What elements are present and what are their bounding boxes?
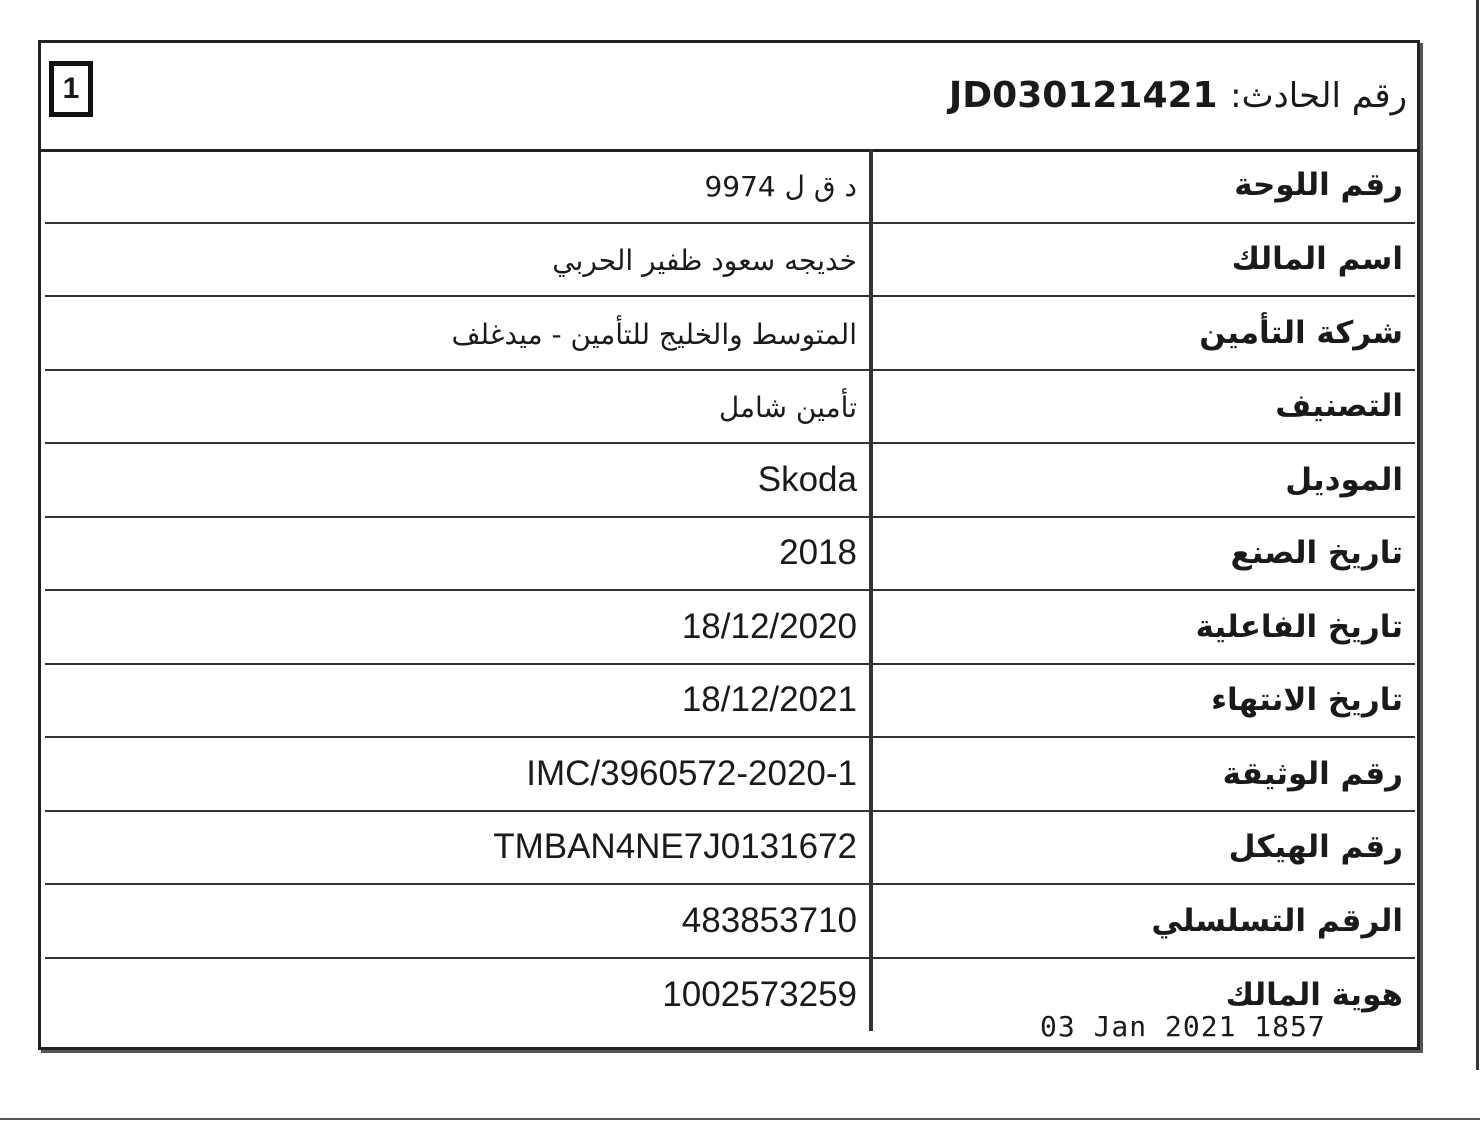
table-row bbox=[45, 517, 1415, 591]
page-right-rule bbox=[1476, 0, 1479, 1070]
effective-date-label: تاريخ الفاعلية bbox=[871, 590, 1415, 664]
model-label: الموديل bbox=[871, 443, 1415, 517]
policy-number-label: رقم الوثيقة bbox=[871, 737, 1415, 811]
print-timestamp: 03 Jan 2021 1857 bbox=[1040, 1010, 1326, 1043]
table-row bbox=[45, 811, 1415, 885]
incident-number-line bbox=[949, 71, 1407, 121]
table-row bbox=[45, 223, 1415, 297]
plate-number-label: رقم اللوحة bbox=[871, 149, 1415, 223]
chassis-number-value: TMBAN4NE7J0131672 bbox=[45, 811, 871, 885]
expiry-date-value: 18/12/2021 bbox=[45, 664, 871, 738]
classification-value: تأمين شامل bbox=[45, 370, 871, 444]
owner-id-value: 1002573259 bbox=[45, 958, 871, 1032]
effective-date-value: 18/12/2020 bbox=[45, 590, 871, 664]
serial-number-value: 483853710 bbox=[45, 884, 871, 958]
manufacture-year-label: تاريخ الصنع bbox=[871, 517, 1415, 591]
table-row bbox=[45, 296, 1415, 370]
page-bottom-rule bbox=[0, 1118, 1480, 1120]
insurance-company-value: المتوسط والخليج للتأمين - ميدغلف bbox=[45, 296, 871, 370]
model-value: Skoda bbox=[45, 443, 871, 517]
incident-number: JD030121421 bbox=[948, 75, 1218, 116]
chassis-number-label: رقم الهيكل bbox=[871, 811, 1415, 885]
plate-number-value: د ق ل 9974 bbox=[45, 149, 871, 223]
table-row bbox=[45, 590, 1415, 664]
owner-name-label: اسم المالك bbox=[871, 223, 1415, 297]
table-row bbox=[45, 149, 1415, 223]
table-row bbox=[45, 884, 1415, 958]
table-row bbox=[45, 664, 1415, 738]
expiry-date-label: تاريخ الانتهاء bbox=[871, 664, 1415, 738]
incident-number-label: :رقم الحادث bbox=[1230, 76, 1407, 116]
classification-label: التصنيف bbox=[871, 370, 1415, 444]
policy-number-value: IMC/3960572-2020-1 bbox=[45, 737, 871, 811]
insurance-company-label: شركة التأمين bbox=[871, 296, 1415, 370]
document-header bbox=[41, 43, 1417, 152]
manufacture-year-value: 2018 bbox=[45, 517, 871, 591]
serial-number-label: الرقم التسلسلي bbox=[871, 884, 1415, 958]
page-number-box: 1 bbox=[49, 61, 93, 117]
table-row bbox=[45, 443, 1415, 517]
table-row bbox=[45, 370, 1415, 444]
table-row bbox=[45, 737, 1415, 811]
vehicle-insurance-record bbox=[38, 40, 1420, 1050]
owner-name-value: خديجه سعود ظفير الحربي bbox=[45, 223, 871, 297]
owner-id-label: هوية المالك bbox=[1225, 976, 1403, 1013]
details-table bbox=[45, 149, 1415, 1031]
